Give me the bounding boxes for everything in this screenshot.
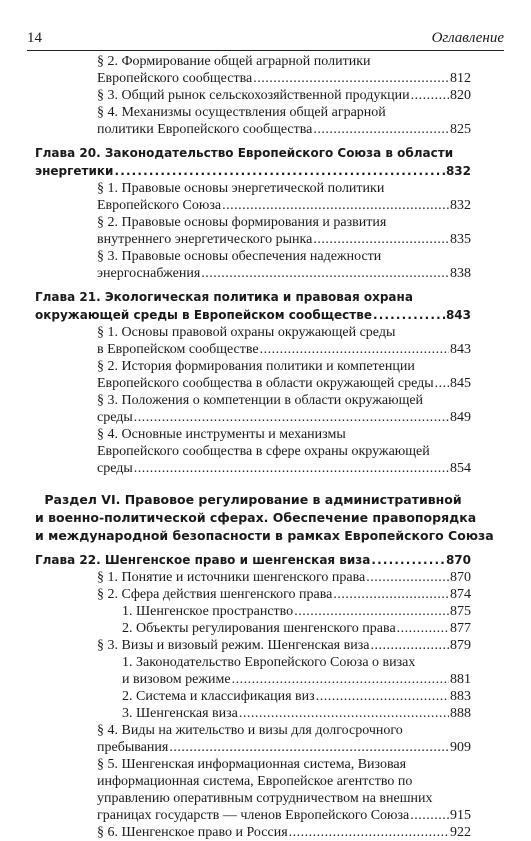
toc-line <box>35 739 471 756</box>
dot-leader <box>410 807 449 824</box>
running-title: Оглавление <box>431 30 504 46</box>
toc-line <box>35 104 471 121</box>
toc-entry-text: и визовом режиме <box>122 672 231 687</box>
toc-entry-text: среды <box>97 410 133 425</box>
toc-page-number: 888 <box>450 706 471 721</box>
toc-entry-text: § 2. Правовые основы формирования и развития <box>97 215 387 230</box>
toc-page-number: 843 <box>445 308 471 322</box>
toc-page-number: 832 <box>445 164 471 178</box>
toc-subitem[interactable] <box>35 620 471 637</box>
section-heading-line: Раздел VI. Правовое регулирование в административной <box>44 492 462 507</box>
toc-line <box>35 654 471 671</box>
toc-page-number: 870 <box>445 553 471 567</box>
toc-page-number: 875 <box>450 604 471 619</box>
toc-subitem[interactable] <box>35 603 471 620</box>
toc-paragraph[interactable] <box>35 426 471 477</box>
toc-line <box>35 231 471 248</box>
dot-leader <box>289 824 449 841</box>
toc-entry-text: § 3. Положения о компетенции в области окружающей <box>97 393 424 408</box>
dot-leader <box>222 197 449 214</box>
toc-line <box>35 70 471 87</box>
toc-line <box>35 392 471 409</box>
toc-page-number: 881 <box>450 672 471 687</box>
dot-leader <box>114 162 444 180</box>
toc-paragraph[interactable] <box>35 180 471 214</box>
toc-line <box>35 790 471 807</box>
toc-entry-text: 1. Законодательство Европейского Союза о визах <box>122 655 416 670</box>
toc-paragraph[interactable] <box>35 586 471 603</box>
toc-page-number: 854 <box>450 461 471 476</box>
toc-line <box>35 121 471 138</box>
toc-chapter[interactable] <box>35 144 471 180</box>
toc-line <box>35 341 471 358</box>
toc-page-number: 922 <box>450 825 471 840</box>
toc-line <box>35 375 471 392</box>
toc-entry-text: Европейского сообщества в сфере охраны окружающей <box>97 444 430 459</box>
toc-page-number: 825 <box>450 122 471 137</box>
toc-entry-text: § 3. Правовые основы обеспечения надежности <box>97 249 382 264</box>
dot-leader <box>411 87 449 104</box>
toc-line <box>35 197 471 214</box>
dot-leader <box>333 586 449 603</box>
toc-entry-text: Глава 20. Законодательство Европейского Союза в области <box>35 146 454 160</box>
toc-entry-text: § 6. Шенгенское право и Россия <box>97 825 288 840</box>
toc-entry-text: энергетики <box>35 164 114 178</box>
toc-line <box>35 722 471 739</box>
toc-paragraph[interactable] <box>35 214 471 248</box>
toc-entry-text: политики Европейского сообщества <box>97 122 313 137</box>
dot-leader <box>313 231 449 248</box>
dot-leader <box>253 70 449 87</box>
toc-page-number: 832 <box>450 198 471 213</box>
toc-entry-text: 2. Объекты регулирования шенгенского права <box>122 621 396 636</box>
toc-paragraph[interactable] <box>35 824 471 841</box>
toc-entry-text: информационная система, Европейское агентство по <box>97 774 413 789</box>
dot-leader <box>370 637 449 654</box>
toc-entry-text: § 1. Правовые основы энергетической политики <box>97 181 385 196</box>
toc-entry-text: внутреннего энергетического рынка <box>97 232 313 247</box>
toc-entry-text: § 4. Механизмы осуществления общей аграрной <box>97 105 386 120</box>
section-heading-line: и военно-политической сферах. Обеспечение правопорядка <box>35 510 477 525</box>
toc-page-number: 915 <box>450 808 471 823</box>
toc-paragraph[interactable] <box>35 324 471 358</box>
toc-line <box>35 460 471 477</box>
toc-entry-text: 1. Шенгенское пространство <box>122 604 294 619</box>
toc-page-number: 874 <box>450 587 471 602</box>
toc-line <box>35 53 471 70</box>
dot-leader <box>169 739 449 756</box>
toc-line <box>35 358 471 375</box>
toc-entry-text: § 2. История формирования политики и компетенции <box>97 359 415 374</box>
dot-leader <box>313 121 449 138</box>
toc-entry-text: 3. Шенгенская виза <box>122 706 238 721</box>
dot-leader <box>397 620 449 637</box>
dot-leader <box>366 569 449 586</box>
toc-subitem[interactable] <box>35 654 471 688</box>
toc-paragraph[interactable] <box>35 53 471 87</box>
toc-line <box>35 443 471 460</box>
toc-line <box>35 551 471 569</box>
toc-page-number: 843 <box>450 342 471 357</box>
toc-entry-text: Глава 22. Шенгенское право и шенгенская виза <box>35 553 371 567</box>
dot-leader <box>134 409 449 426</box>
toc-entry-text: границах государств — членов Европейского Союза <box>97 808 410 823</box>
toc-page-number: 838 <box>450 266 471 281</box>
toc-line <box>35 324 471 341</box>
toc-paragraph[interactable] <box>35 756 471 824</box>
toc-line <box>35 162 471 180</box>
toc-chapter[interactable] <box>35 551 471 569</box>
toc-entry-text: среды <box>97 461 133 476</box>
table-of-contents <box>35 53 494 841</box>
toc-entry-text: пребывания <box>97 740 169 755</box>
toc-page-number: 845 <box>450 376 471 391</box>
toc-entry-text: в Европейском сообществе <box>97 342 259 357</box>
toc-line <box>35 265 471 282</box>
dot-leader <box>239 705 449 722</box>
toc-line <box>35 824 471 841</box>
dot-leader <box>316 688 449 705</box>
toc-page-number: 879 <box>450 638 471 653</box>
toc-page-number: 870 <box>450 570 471 585</box>
page-number: 14 <box>27 30 42 46</box>
dot-leader <box>294 603 449 620</box>
toc-subitem[interactable] <box>35 705 471 722</box>
toc-line <box>35 248 471 265</box>
dot-leader <box>201 265 449 282</box>
toc-line <box>35 214 471 231</box>
toc-line <box>35 426 471 443</box>
toc-entry-text: Европейского сообщества в области окружающей среды <box>97 376 434 391</box>
toc-paragraph[interactable] <box>35 392 471 426</box>
running-header <box>27 26 504 51</box>
toc-paragraph[interactable] <box>35 637 471 654</box>
toc-subitem[interactable] <box>35 688 471 705</box>
toc-paragraph[interactable] <box>35 87 471 104</box>
toc-entry-text: § 1. Понятие и источники шенгенского права <box>97 570 366 585</box>
toc-line <box>35 144 471 162</box>
toc-line <box>35 288 471 306</box>
toc-entry-text: § 3. Визы и визовый режим. Шенгенская виза <box>97 638 370 653</box>
toc-line <box>35 180 471 197</box>
toc-entry-text: энергоснабжения <box>97 266 201 281</box>
toc-line <box>35 409 471 426</box>
toc-page-number: 812 <box>450 71 471 86</box>
toc-entry-text: § 2. Формирование общей аграрной политики <box>97 54 371 69</box>
toc-paragraph[interactable] <box>35 248 471 282</box>
toc-line <box>35 637 471 654</box>
dot-leader <box>371 551 445 569</box>
toc-entry-text: § 4. Основные инструменты и механизмы <box>97 427 346 442</box>
toc-line <box>35 586 471 603</box>
toc-entry-text: управлению оперативным сотрудничеством на внешних <box>97 791 433 806</box>
dot-leader <box>260 341 449 358</box>
toc-entry-text: окружающей среды в Европейском сообществе <box>35 308 372 322</box>
toc-paragraph[interactable] <box>35 104 471 138</box>
toc-line <box>35 773 471 790</box>
toc-entry-text: § 5. Шенгенская информационная система, Визовая <box>97 757 407 772</box>
toc-paragraph[interactable] <box>35 722 471 756</box>
toc-page-number: 849 <box>450 410 471 425</box>
dot-leader <box>232 671 449 688</box>
toc-line <box>35 705 471 722</box>
toc-entry-text: 2. Система и классификация виз <box>122 689 315 704</box>
toc-line <box>35 688 471 705</box>
toc-page-number: 835 <box>450 232 471 247</box>
toc-page-number: 909 <box>450 740 471 755</box>
toc-entry-text: Европейского сообщества <box>97 71 253 86</box>
toc-line <box>35 807 471 824</box>
toc-page-number: 820 <box>450 88 471 103</box>
toc-line <box>35 569 471 586</box>
toc-entry-text: Европейского Союза <box>97 198 222 213</box>
dot-leader <box>134 460 449 477</box>
toc-paragraph[interactable] <box>35 358 471 392</box>
toc-paragraph[interactable] <box>35 569 471 586</box>
dot-leader <box>435 375 449 392</box>
toc-entry-text: § 3. Общий рынок сельскохозяйственной продукции <box>97 88 410 103</box>
toc-entry-text: § 4. Виды на жительство и визы для долгосрочного <box>97 723 403 738</box>
toc-line <box>35 306 471 324</box>
toc-entry-text: Глава 21. Экологическая политика и правовая охрана <box>35 290 413 304</box>
dot-leader <box>373 306 445 324</box>
toc-page-number: 883 <box>450 689 471 704</box>
toc-entry-text: § 2. Сфера действия шенгенского права <box>97 587 333 602</box>
toc-line <box>35 671 471 688</box>
toc-line <box>35 756 471 773</box>
section-heading-line: и международной безопасности в рамках Европейского Союза <box>35 528 494 543</box>
toc-chapter[interactable] <box>35 288 471 324</box>
section-heading <box>35 491 494 545</box>
toc-line <box>35 87 471 104</box>
toc-page-number: 877 <box>450 621 471 636</box>
toc-entry-text: § 1. Основы правовой охраны окружающей среды <box>97 325 396 340</box>
toc-line <box>35 620 471 637</box>
toc-line <box>35 603 471 620</box>
